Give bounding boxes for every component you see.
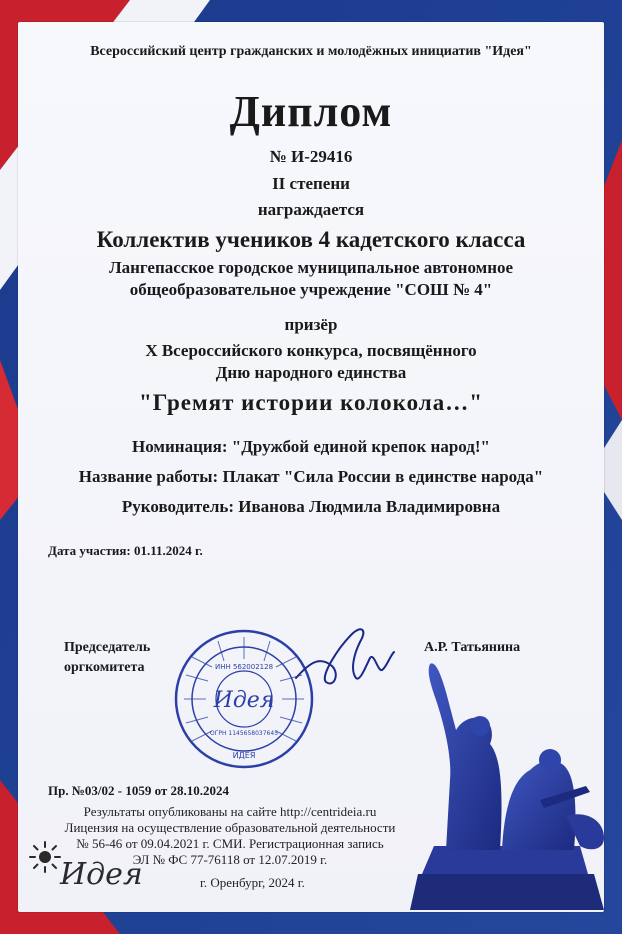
chair-label-line-2: оргкомитета (64, 660, 145, 675)
award-status: призёр (284, 315, 338, 334)
contest-name: "Гремят истории колокола…" (139, 390, 483, 415)
minin-pozharsky-monument (390, 660, 620, 910)
city-year: г. Оренбург, 2024 г. (200, 875, 305, 890)
organization-name: Всероссийский центр гражданских и молодёжных инициатив "Идея" (90, 44, 532, 59)
participation-date: Дата участия: 01.11.2024 г. (48, 543, 203, 558)
awarded-label: награждается (257, 200, 365, 219)
protocol-number: Пр. №03/02 - 1059 от 28.10.2024 (48, 783, 230, 798)
diploma-degree: II степени (272, 174, 350, 193)
seal-center-text: Идея (213, 688, 275, 713)
seal-bottom-text: ИДЕЯ (232, 751, 256, 760)
work-title: Название работы: Плакат "Сила России в единстве народа" (78, 467, 544, 486)
results-link: Результаты опубликованы на сайте http://centrideia.ru (83, 804, 377, 819)
seal-inn: ИНН 562002128 (214, 663, 274, 671)
license-line-1: Лицензия на осуществление образовательной деятельности (64, 820, 396, 835)
school-line-1: Лангепасское городское муниципальное автономное (108, 258, 514, 277)
chair-label-line-1: Председатель (64, 640, 151, 655)
supervisor: Руководитель: Иванова Людмила Владимировна (121, 497, 501, 516)
license-line-2: № 56-46 от 09.04.2021 г. СМИ. Регистрационная запись (76, 836, 384, 851)
sun-logo-icon (28, 840, 62, 874)
diploma-title: Диплом (229, 87, 393, 136)
logo-text: Идея (60, 857, 143, 892)
chair-name: А.Р. Татьянина (424, 640, 521, 655)
license-line-3: ЭЛ № ФС 77-76118 от 12.07.2019 г. (132, 852, 328, 867)
contest-line-1: X Всероссийского конкурса, посвящённого (145, 341, 477, 360)
school-line-2: общеобразовательное учреждение "СОШ № 4" (129, 280, 493, 299)
diploma-number: № И-29416 (269, 147, 353, 166)
contest-line-2: Дню народного единства (215, 363, 407, 382)
nomination: Номинация: "Дружбой единой крепок народ!" (132, 437, 490, 456)
seal-ogrn: ОГРН 1145658037645 (209, 730, 279, 737)
recipient-name: Коллектив учеников 4 кадетского класса (96, 227, 526, 252)
chair-signature (290, 622, 400, 692)
